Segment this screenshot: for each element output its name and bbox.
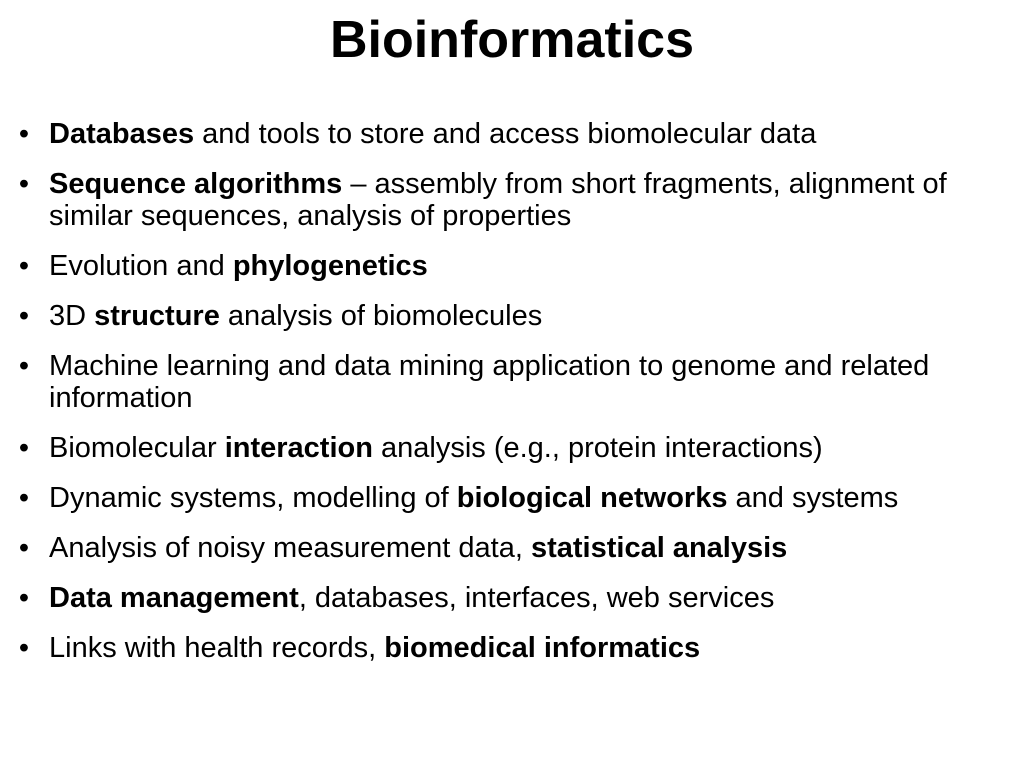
item-text: analysis (e.g., protein interactions): [372, 432, 823, 464]
item-bold-text: Sequence algorithms: [49, 168, 343, 200]
bullet-icon: •: [18, 582, 30, 614]
slide-title: Bioinformatics: [329, 11, 695, 69]
item-text: – assembly from short fragments, alignment of similar sequences, analysis of properties: [49, 168, 947, 232]
bullet-icon: •: [18, 250, 30, 282]
item-text: Analysis of noisy measurement data,: [49, 532, 531, 564]
bullet-icon: •: [18, 632, 30, 664]
list-item: [14, 532, 1004, 564]
list-item: [14, 582, 1004, 614]
list-item: [14, 250, 1004, 282]
list-item: [14, 632, 1004, 664]
list-item: [14, 432, 1004, 464]
list-item: [14, 482, 1004, 514]
item-text: analysis of biomolecules: [219, 300, 543, 332]
list-item: [14, 300, 1004, 332]
item-bold-text: phylogenetics: [232, 250, 428, 282]
bullet-icon: •: [18, 432, 30, 464]
bullet-icon: •: [18, 482, 30, 514]
item-text: Machine learning and data mining application to genome and related information: [49, 350, 930, 414]
bullet-icon: •: [18, 350, 30, 382]
item-text: and systems: [727, 482, 899, 514]
item-bold-text: Databases: [49, 118, 195, 150]
bullet-icon: •: [18, 168, 30, 200]
item-text: , databases, interfaces, web services: [298, 582, 775, 614]
item-bold-text: interaction: [224, 432, 373, 464]
item-text: Biomolecular: [49, 432, 225, 464]
item-text: Links with health records,: [49, 632, 385, 664]
bullet-icon: •: [18, 532, 30, 564]
item-text: 3D: [49, 300, 95, 332]
item-bold-text: biological networks: [456, 482, 728, 514]
list-item: [14, 350, 1004, 414]
item-bold-text: Data management: [49, 582, 299, 614]
list-item: [14, 168, 1004, 232]
bullet-icon: •: [18, 118, 30, 150]
list-item: [14, 118, 1004, 150]
item-text: Evolution and: [49, 250, 233, 282]
item-text: Dynamic systems, modelling of: [49, 482, 457, 514]
item-bold-text: structure: [94, 300, 220, 332]
item-text: and tools to store and access biomolecular data: [194, 118, 817, 150]
item-bold-text: statistical analysis: [530, 532, 788, 564]
bullet-icon: •: [18, 300, 30, 332]
bullet-list: [14, 118, 1004, 682]
item-bold-text: biomedical informatics: [384, 632, 701, 664]
